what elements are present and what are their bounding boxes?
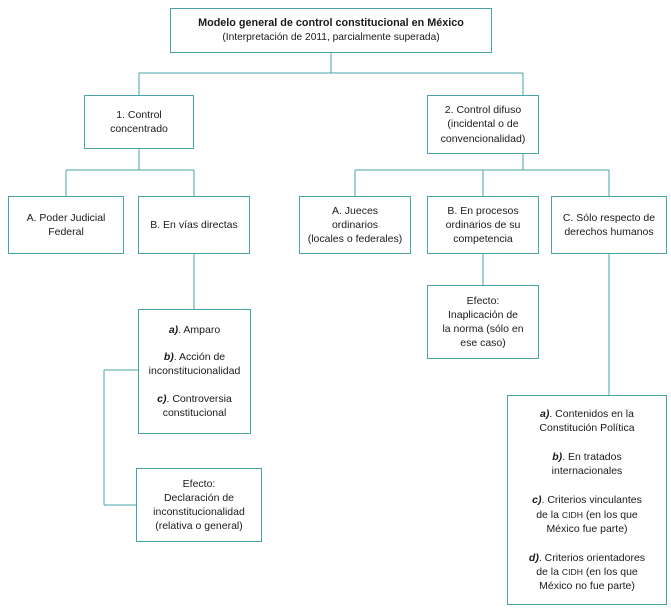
amparo-text: . Amparo xyxy=(178,324,221,337)
list-vias-directas xyxy=(138,309,251,434)
efecto-difuso-line-2: Inaplicación de xyxy=(447,308,519,321)
orientadores-text-4: México no fue parte) xyxy=(539,580,635,593)
accion-text-2: inconstitucionalidad xyxy=(148,365,241,378)
list-item-criterios-orientadores xyxy=(516,551,658,594)
list-item-amparo xyxy=(147,323,242,337)
orientadores-label: d) xyxy=(528,551,539,564)
vinculantes-text-2: de la xyxy=(536,508,562,521)
vias-directas-line-1: B. En vías directas xyxy=(150,218,238,231)
efecto-difuso-line-4: ese caso) xyxy=(460,337,506,350)
orientadores-cidh: CIDH xyxy=(561,567,583,578)
node-control-concentrado xyxy=(84,95,194,149)
constitucion-text: . Contenidos en la xyxy=(549,407,634,420)
efecto-concentrado-line-1: Efecto: xyxy=(182,477,216,490)
procesos-ordinarios-line-2: ordinarios de su xyxy=(445,218,521,231)
vinculantes-text-3: (en los que xyxy=(582,508,638,521)
jueces-ordinarios-line-1: A. Jueces xyxy=(331,204,379,217)
root-title: Modelo general de control constitucional en México xyxy=(198,17,464,30)
controversia-text-2: constitucional xyxy=(162,406,227,419)
constitucion-text-2: Constitución Política xyxy=(539,421,635,434)
efecto-difuso-line-3: la norma (sólo en xyxy=(442,323,524,335)
accion-label: b) xyxy=(163,351,174,364)
procesos-ordinarios-line-3: competencia xyxy=(453,233,513,246)
efecto-difuso-line-1: Efecto: xyxy=(466,294,500,307)
tratados-text: . En tratados xyxy=(562,450,622,463)
node-procesos-ordinarios xyxy=(427,196,539,254)
controversia-label: c) xyxy=(157,392,167,405)
node-root xyxy=(170,8,492,53)
list-item-tratados-internacionales xyxy=(516,450,658,478)
derechos-humanos-line-2: derechos humanos xyxy=(564,226,654,238)
jueces-ordinarios-line-2: ordinarios xyxy=(331,218,379,231)
list-derechos-humanos xyxy=(507,395,667,605)
node-jueces-ordinarios xyxy=(299,196,411,254)
list-item-accion-inconstitucionalidad xyxy=(147,350,242,378)
efecto-concentrado-line-3: inconstitucionalidad xyxy=(153,506,245,518)
root-subtitle: (Interpretación de 2011, parcialmente superada) xyxy=(222,31,440,43)
accion-text: . Acción de xyxy=(173,351,226,364)
control-concentrado-line-2: concentrado xyxy=(110,123,168,135)
poder-judicial-line-2: Federal xyxy=(48,226,84,238)
list-item-controversia-constitucional xyxy=(147,392,242,420)
control-difuso-line-2: (incidental o de xyxy=(447,118,519,131)
node-vias-directas xyxy=(138,196,250,254)
orientadores-text-3: (en los que xyxy=(582,566,638,579)
derechos-humanos-line-1: C. Sólo respecto de xyxy=(562,211,656,224)
orientadores-text: . Criterios orientadores xyxy=(538,551,646,564)
tratados-label: b) xyxy=(552,450,563,463)
node-control-difuso xyxy=(427,95,539,154)
controversia-text: . Controversia xyxy=(166,392,232,405)
control-concentrado-line-1: 1. Control xyxy=(116,108,162,121)
constitucion-label: a) xyxy=(540,407,550,420)
poder-judicial-line-1: A. Poder Judicial xyxy=(26,211,106,224)
list-item-criterios-vinculantes xyxy=(516,493,658,536)
efecto-concentrado-line-2: Declaración de xyxy=(163,491,235,504)
node-poder-judicial-federal xyxy=(8,196,124,254)
control-difuso-line-1: 2. Control difuso xyxy=(444,104,522,117)
vinculantes-text: . Criterios vinculantes xyxy=(541,494,642,507)
vinculantes-cidh: CIDH xyxy=(561,509,583,520)
node-efecto-difuso xyxy=(427,285,539,359)
procesos-ordinarios-line-1: B. En procesos xyxy=(447,204,519,217)
jueces-ordinarios-line-3: (locales o federales) xyxy=(307,233,403,246)
tratados-text-2: internacionales xyxy=(551,465,623,478)
list-item-constitucion-politica xyxy=(516,407,658,435)
amparo-label: a) xyxy=(168,324,179,337)
node-efecto-concentrado xyxy=(136,468,262,542)
vinculantes-label: c) xyxy=(532,494,542,507)
node-derechos-humanos xyxy=(551,196,667,254)
vinculantes-text-4: México fue parte) xyxy=(546,522,628,535)
orientadores-text-2: de la xyxy=(536,566,562,579)
efecto-concentrado-line-4: (relativa o general) xyxy=(155,520,243,533)
control-difuso-line-3: convencionalidad) xyxy=(440,132,526,145)
